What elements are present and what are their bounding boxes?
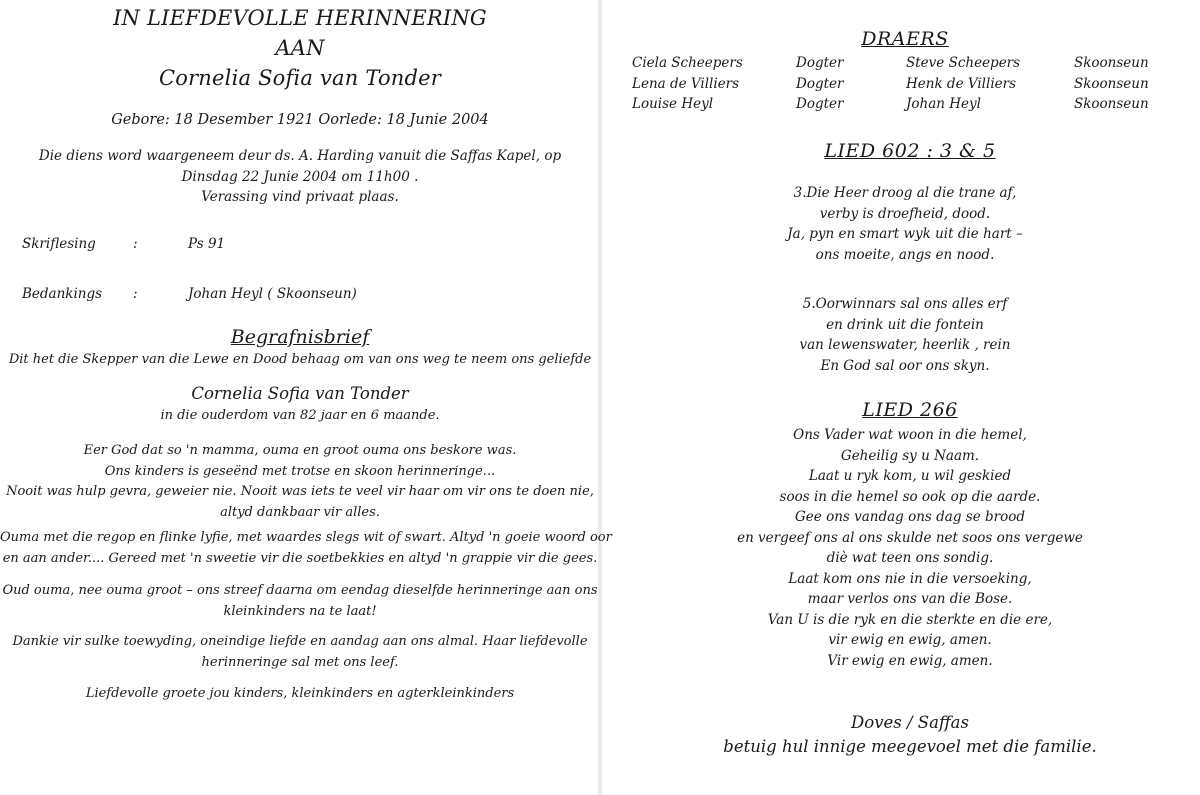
letter-heading: Begrafnisbrief xyxy=(230,326,370,348)
paragraph-4 xyxy=(0,632,600,673)
footer-line-1: Doves / Saffas xyxy=(851,713,969,732)
bearer-name: Johan Heyl xyxy=(906,96,981,113)
paragraph-line: herinneringe sal met ons leef. xyxy=(201,654,399,670)
hymn-line: Laat kom ons nie in die versoeking, xyxy=(788,570,1032,587)
footer-line-2: betuig hul innige meegevoel met die familie. xyxy=(723,737,1097,756)
scripture-separator: : xyxy=(133,236,138,252)
title-line-2: AAN xyxy=(275,36,325,60)
bearer-name: Lena de Villiers xyxy=(632,75,740,92)
thanks-value: Johan Heyl ( Skoonseun) xyxy=(188,286,357,302)
hymn-line: Ons Vader wat woon in die hemel, xyxy=(793,427,1027,443)
paragraph-line: Ons kinders is geseënd met trotse en skoon herinneringe... xyxy=(104,463,496,479)
service-line: Die diens word waargeneem deur ds. A. Harding vanuit die Saffas Kapel, op xyxy=(38,148,562,164)
paragraph-2 xyxy=(0,528,612,569)
hymn-1-verse-3 xyxy=(600,183,1200,265)
hymn-line: diè wat teen ons sondig. xyxy=(826,550,994,566)
bearer-name: Steve Scheepers xyxy=(906,55,1021,72)
right-page xyxy=(600,0,1200,795)
paragraph-line: altyd dankbaar vir alles. xyxy=(220,504,380,520)
paragraph-line: en aan ander.... Gereed met 'n sweetie vir die soetbekkies en altyd 'n grappie vir die gees. xyxy=(2,550,598,566)
hymn-line: Gee ons vandag ons dag se brood xyxy=(795,509,1025,525)
bearers-row xyxy=(632,94,1149,115)
hymn-line: Geheilig sy u Naam. xyxy=(840,447,980,464)
paragraph-line: Oud ouma, nee ouma groot – ons streef daarna om eendag dieselfde herinneringe aan ons xyxy=(2,583,598,598)
hymn-line: 3.Die Heer droog al die trane af, xyxy=(793,185,1017,201)
bearer-relation: Skoonseun xyxy=(1074,55,1149,72)
paragraph-1 xyxy=(0,441,600,523)
hymn-line: verby is droefheid, dood. xyxy=(819,205,991,222)
paragraph-3 xyxy=(0,581,600,622)
hymn-1-heading: LIED 602 : 3 & 5 xyxy=(824,140,996,162)
bearers-table xyxy=(632,53,1149,115)
bearers-row xyxy=(632,74,1149,95)
letter-age: in die ouderdom van 82 jaar en 6 maande. xyxy=(160,408,440,423)
letter-name: Cornelia Sofia van Tonder xyxy=(191,384,409,403)
bearer-name: Louise Heyl xyxy=(632,96,714,113)
bearers-heading: DRAERS xyxy=(861,28,949,50)
hymn-line: soos in die hemel so ook op die aarde. xyxy=(779,488,1041,505)
hymn-line: Ja, pyn en smart wyk uit die hart – xyxy=(787,226,1023,242)
title-line-1: IN LIEFDEVOLLE HERINNERING xyxy=(113,6,487,30)
hymn-line: Laat u ryk kom, u wil geskied xyxy=(808,468,1012,484)
hymn-line: 5.Oorwinnars sal ons alles erf xyxy=(802,296,1008,312)
paragraph-line: Eer God dat so 'n mamma, ouma en groot ouma ons beskore was. xyxy=(83,443,517,458)
scripture-label: Skriflesing xyxy=(22,236,96,252)
bearer-name: Henk de Villiers xyxy=(906,75,1017,92)
bearer-relation: Dogter xyxy=(796,55,844,72)
paragraph-line: kleinkinders na te laat! xyxy=(223,603,377,619)
hymn-line: En God sal oor ons skyn. xyxy=(820,357,990,374)
hymn-line: en vergeef ons al ons skulde net soos ons vergewe xyxy=(737,529,1083,546)
paragraph-line: Ouma met die regop en flinke lyfie, met waardes slegs wit of swart. Altyd 'n goeie woord oor xyxy=(0,530,612,545)
life-dates: Gebore: 18 Desember 1921 Oorlede: 18 Junie 2004 xyxy=(111,112,489,128)
hymn-line: Van U is die ryk en die sterkte en die ere, xyxy=(767,611,1053,628)
thanks-label: Bedankings xyxy=(22,286,103,302)
hymn-line: ons moeite, angs en nood. xyxy=(815,246,995,263)
hymn-2-text xyxy=(600,425,1200,671)
bearer-relation: Skoonseun xyxy=(1074,96,1149,113)
scripture-value: Ps 91 xyxy=(188,236,226,252)
hymn-line: vir ewig en ewig, amen. xyxy=(828,632,992,648)
service-line: Dinsdag 22 Junie 2004 om 11h00 . xyxy=(181,168,419,185)
bearers-row xyxy=(632,53,1149,74)
hymn-1-verse-5 xyxy=(600,294,1200,376)
bearer-relation: Dogter xyxy=(796,75,844,92)
hymn-line: Vir ewig en ewig, amen. xyxy=(827,652,993,669)
hymn-line: en drink uit die fontein xyxy=(826,316,984,333)
bearer-relation: Dogter xyxy=(796,96,844,113)
service-details xyxy=(0,146,600,208)
service-line: Verassing vind privaat plaas. xyxy=(201,189,399,205)
closing-greeting: Liefdevolle groete jou kinders, kleinkinders en agterkleinkinders xyxy=(85,686,515,701)
paragraph-line: Dankie vir sulke toewyding, oneindige liefde en aandag aan ons almal. Haar liefdevolle xyxy=(12,634,588,649)
hymn-2-heading: LIED 266 xyxy=(862,399,958,421)
hymn-line: van lewenswater, heerlik , rein xyxy=(799,337,1011,353)
paragraph-line: Nooit was hulp gevra, geweier nie. Nooit was iets te veel vir haar om vir ons te doen nie, xyxy=(6,484,594,499)
thanks-separator: : xyxy=(133,286,138,302)
bearer-relation: Skoonseun xyxy=(1074,75,1149,92)
bearer-name: Ciela Scheepers xyxy=(632,55,743,72)
deceased-name: Cornelia Sofia van Tonder xyxy=(158,66,442,90)
letter-intro: Dit het die Skepper van die Lewe en Dood behaag om van ons weg te neem ons geliefde xyxy=(8,352,592,367)
hymn-line: maar verlos ons van die Bose. xyxy=(807,591,1013,607)
